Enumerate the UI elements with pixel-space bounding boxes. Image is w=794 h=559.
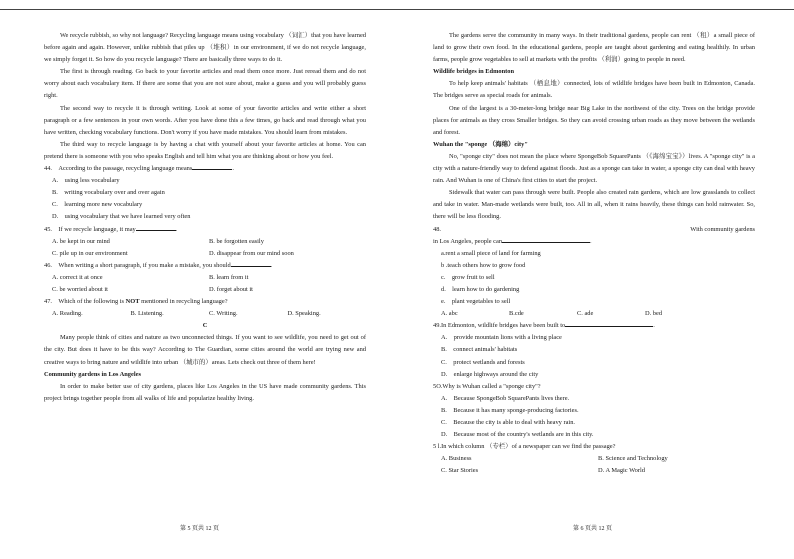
list-item: e. plant vegetables to sell: [441, 298, 511, 306]
option: D. Because most of the country's wetlands are in this city.: [441, 431, 594, 439]
list-item: a.rent a small piece of land for farming: [441, 249, 541, 257]
paragraph: One of the largest is a 30-meter-long bridge near Big Lake in the northwest of the city. Trees on the bridge provide places for animals as they cross Smaller bridges. So they can avoid crossing urban roads as they move between the wetlands and forest.: [433, 104, 755, 136]
subheading: Wuhan the "sponge （海绵）city": [433, 140, 528, 148]
paragraph: The third way to recycle language is by having a chat with yourself about your favorite articles at home. You can pretend there is someone with you who speaks English and tell him what you are thinking about or how you feel.: [44, 140, 366, 160]
option: D. enlarge highways around the city: [441, 370, 539, 378]
option: D. bed: [645, 310, 663, 318]
question-48: 48. With community gardens: [433, 225, 755, 233]
option: A. correct it at once: [52, 273, 103, 281]
paragraph: In order to make better use of city gardens, places like Los Angeles in the US have made community gardens. This project brings together people from all walks of life and popularize healthy living.: [44, 382, 366, 402]
answer-blank: [565, 320, 653, 327]
option-row: [44, 284, 366, 296]
option: B. connect animals' habitats: [441, 346, 518, 354]
option: B. Because it has many sponge-producing factories.: [441, 406, 579, 414]
paragraph: Sidewalk that water can pass through were built. People also created rain gardens, which are low grasslands to collect and take in water. Man-made wetlands were built, too. All in all, when it rains heavily, these things can hold rainwater. So, there will be less flooding.: [433, 189, 755, 221]
answer-blank: [502, 236, 590, 243]
option: C. protect wetlands and forests: [441, 358, 525, 366]
subheading: Community gardens in Los Angeles: [44, 370, 141, 378]
subheading: Wildlife bridges in Edmonton: [433, 68, 515, 76]
option: A. be kept in our mind: [52, 237, 110, 245]
option: C. pile up in our environment: [52, 249, 128, 257]
answer-blank: [136, 224, 176, 231]
option: C. Writing.: [209, 310, 238, 318]
page-number-right: 第 6 页共 12 页: [573, 526, 613, 532]
paragraph: We recycle rubbish, so why not language? Recycling language means using vocabulary （词汇）that you have learned before again and again. However, unlike rubbish that piles up （堆积）in our environment, if we do not recycle language, we simply forget it. So how do you recycle language? There are basically three ways to do it.: [44, 32, 366, 64]
answer-blank: [231, 260, 271, 267]
option: A. using less vocabulary: [52, 177, 120, 185]
option: C. learning more new vocabulary: [52, 201, 143, 209]
question-46: 46. When writing a short paragraph, if you make a mistake, you should .: [44, 261, 273, 269]
question-47: 47. Which of the following is NOT mentioned in recycling language?: [44, 298, 228, 306]
paragraph: The first is through reading. Go back to your favorite articles and read them once more. Just reread them and do not worry about each vocabulary item. If there are some that you are not sure about, make a guess and you will probably guess right.: [44, 68, 366, 100]
paragraph: No, "sponge city" does not mean the place where SpongeBob SquarePants （《海绵宝宝》）lives. A "sponge city" is a city with a nature-friendly way to defend against floods. Just as a sponge can take in water, a sponge city can deal with heavy rain. And Wuhan is one of China's first cities to start the project.: [433, 152, 755, 185]
option: B. be forgotten easily: [209, 237, 264, 245]
option: B. Listening.: [130, 310, 164, 318]
list-item: c. grow fruit to sell: [441, 273, 495, 281]
option: B.cde: [509, 310, 524, 318]
top-rule: [0, 9, 794, 10]
question-44: 44. According to the passage, recycling language means .: [44, 165, 234, 173]
option: D. Speaking.: [287, 310, 321, 318]
option: C. be worried about it: [52, 285, 108, 293]
paragraph: The second way to recycle it is through writing. Look at some of your favorite articles and write either a short paragraph or a few sentences in your own words. After you have done this a few times, go back and read through what you have written, checking vocabulary functions. Don't worry if you have made mistakes. You should learn from mistakes.: [44, 104, 366, 136]
option-row: [44, 308, 366, 320]
section-heading: C: [202, 322, 208, 330]
left-page: [44, 30, 366, 405]
list-item: d. learn how to do gardening: [441, 285, 520, 293]
list-item: b .teach others how to grow food: [441, 261, 526, 269]
paragraph: To help keep animals' habitats （栖息地）connected, lots of wildlife bridges have been built in Edmonton, Canada. The bridges serve as special roads for animals.: [433, 80, 755, 100]
option: B. writing vocabulary over and over again: [52, 189, 165, 197]
option: C. ade: [577, 310, 594, 318]
question-49: 49.In Edmonton, wildlife bridges have been built to .: [433, 322, 655, 330]
question-51: 5 l.In which column （专栏）of a newspaper can we find the passage?: [433, 443, 616, 451]
question-45: 45. If we recycle language, it may .: [44, 225, 178, 233]
paragraph: The gardens serve the community in many ways. In their traditional gardens, people can rent （租）a small piece of land to grow their own food. In the educational gardens, people are taught about gardening and eating healthily. In urban farms, people grow vegetables to sell at markets with the profits （利润）going to people in need.: [433, 32, 755, 64]
option: A. Reading.: [52, 310, 83, 318]
option-row: [433, 308, 755, 320]
paragraph: Many people think of cities and nature as two unconnected things. If you want to see wildlife, you need to get out of the city. But does it have to be this way? According to The Guardian, some cities around the world are trying new and creative ways to bring nature and wildlife into urban （城市的）areas. Lets check out three of them here!: [44, 334, 366, 366]
option: D. disappear from our mind soon: [209, 249, 294, 257]
question-48-cont: in Los Angeles, people can .: [433, 237, 592, 245]
option: C. Because the city is able to deal with heavy rain.: [441, 419, 575, 426]
question-50: 5O.Why is Wuhan called a "sponge city"?: [433, 382, 541, 390]
option: C. Star Stories: [441, 467, 479, 475]
option: D. A Magic World: [598, 467, 645, 475]
right-page: [433, 30, 755, 477]
option-row: [44, 236, 366, 248]
option-row: [44, 248, 366, 260]
option-row: [433, 465, 755, 477]
option: A. abc: [441, 310, 458, 318]
option: D. using vocabulary that we have learned very often: [52, 213, 191, 221]
option: A. Because SpongeBob SquarePants lives there.: [441, 394, 570, 402]
option-row: [433, 453, 755, 465]
option: A. provide mountain lions with a living place: [441, 334, 562, 342]
answer-blank: [192, 163, 232, 170]
option-row: [44, 272, 366, 284]
page-number-left: 第 5 页共 12 页: [180, 526, 220, 532]
option: B. learn from it: [209, 273, 249, 281]
option: D. forget about it: [209, 285, 253, 293]
option: A. Business: [441, 455, 472, 463]
option: B. Science and Technology: [598, 455, 668, 463]
